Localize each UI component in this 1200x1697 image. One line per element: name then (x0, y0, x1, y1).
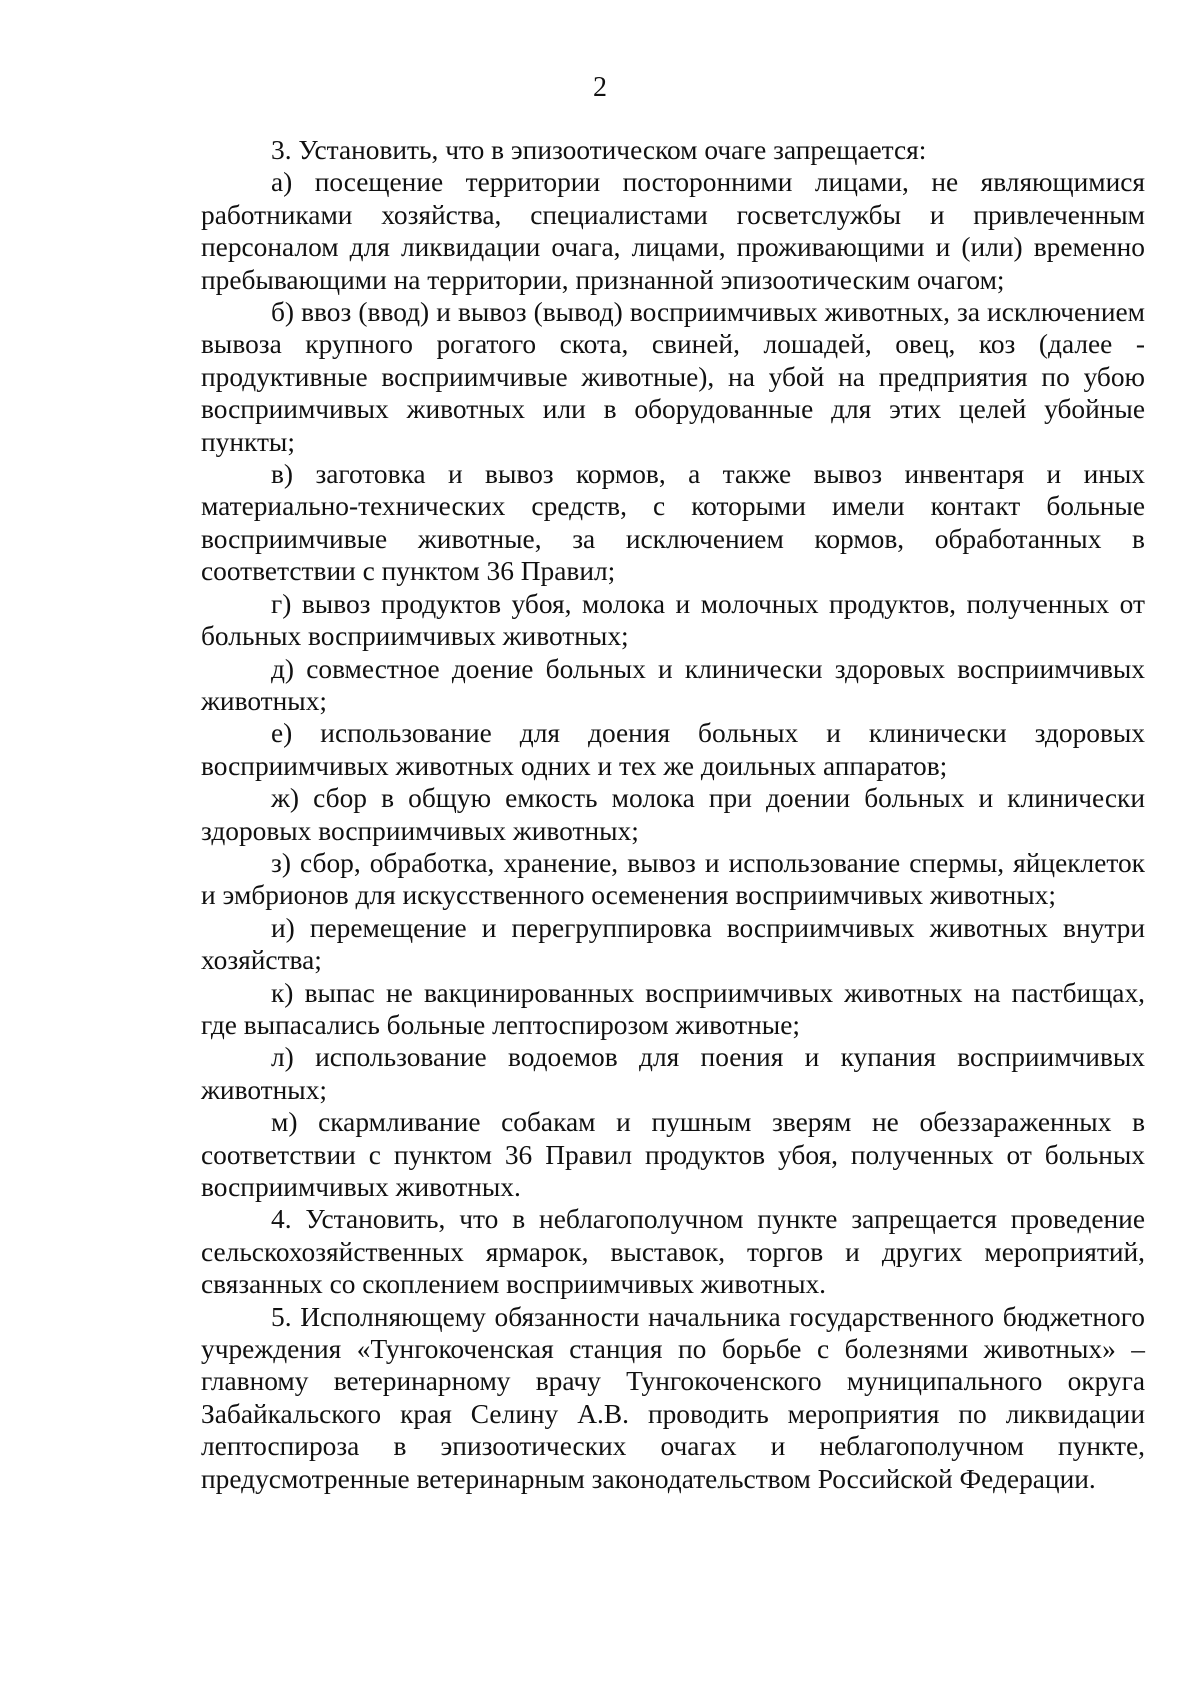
paragraph-3v: в) заготовка и вывоз кормов, а также вывоз инвентаря и иных материально-технических средств, с которыми имели контакт больные восприимчивые животные, за исключением кормов, обработанных в соответствии с пунктом 36 Правил; (201, 459, 1145, 587)
paragraph-3b: б) ввоз (ввод) и вывоз (вывод) восприимчивых животных, за исключением вывоза крупного рогатого скота, свиней, лошадей, овец, коз (далее - продуктивные восприимчивые животные), на убой на предприятия по убою восприимчивых животных или в оборудованные для этих целей убойные пункты; (201, 297, 1145, 457)
page-number: 2 (593, 72, 607, 103)
paragraph-3k: к) выпас не вакцинированных восприимчивых животных на пастбищах, где выпасались больные лептоспирозом животные; (201, 977, 1145, 1040)
paragraph-3m: м) скармливание собакам и пушным зверям не обеззараженных в соответствии с пунктом 36 Правил продуктов убоя, полученных от больных восприимчивых животных. (201, 1107, 1145, 1202)
paragraph-3l: л) использование водоемов для поения и купания восприимчивых животных; (201, 1042, 1145, 1105)
paragraph-3a: а) посещение территории посторонними лицами, не являющимися работниками хозяйства, специалистами госветслужбы и привлеченным персоналом для ликвидации очага, лицами, проживающими и (или) временно пребывающими на территории, признанной эпизоотическим очагом; (201, 167, 1145, 295)
paragraph-3e: е) использование для доения больных и клинически здоровых восприимчивых животных одних и тех же доильных аппаратов; (201, 718, 1145, 781)
paragraph-4: 4. Установить, что в неблагополучном пункте запрещается проведение сельскохозяйственных ярмарок, выставок, торгов и других мероприятий, связанных со скоплением восприимчивых животных. (201, 1204, 1145, 1300)
paragraph-3zh: ж) сбор в общую емкость молока при доении больных и клинически здоровых восприимчивых животных; (201, 783, 1145, 846)
paragraph-3z: з) сбор, обработка, хранение, вывоз и использование спермы, яйцеклеток и эмбрионов для искусственного осеменения восприимчивых животных; (201, 847, 1145, 911)
paragraph-3-intro: 3. Установить, что в эпизоотическом очаге запрещается: (271, 135, 927, 165)
paragraph-3i: и) перемещение и перегруппировка восприимчивых животных внутри хозяйства; (201, 912, 1145, 976)
paragraph-3g: г) вывоз продуктов убоя, молока и молочных продуктов, полученных от больных восприимчивых животных; (201, 588, 1145, 652)
document-body (201, 134, 1145, 1495)
paragraph-3d: д) совместное доение больных и клинически здоровых восприимчивых животных; (201, 653, 1145, 716)
paragraph-5: 5. Исполняющему обязанности начальника государственного бюджетного учреждения «Тунгокоченская станция по борьбе с болезнями животных» – главному ветеринарному врачу Тунгокоченского муниципального округа Забайкальского края Селину А.В. проводить мероприятия по ликвидации лептоспироза в эпизоотических очагах и неблагополучном пункте, предусмотренные ветеринарным законодательством Российской Федерации. (201, 1301, 1145, 1494)
